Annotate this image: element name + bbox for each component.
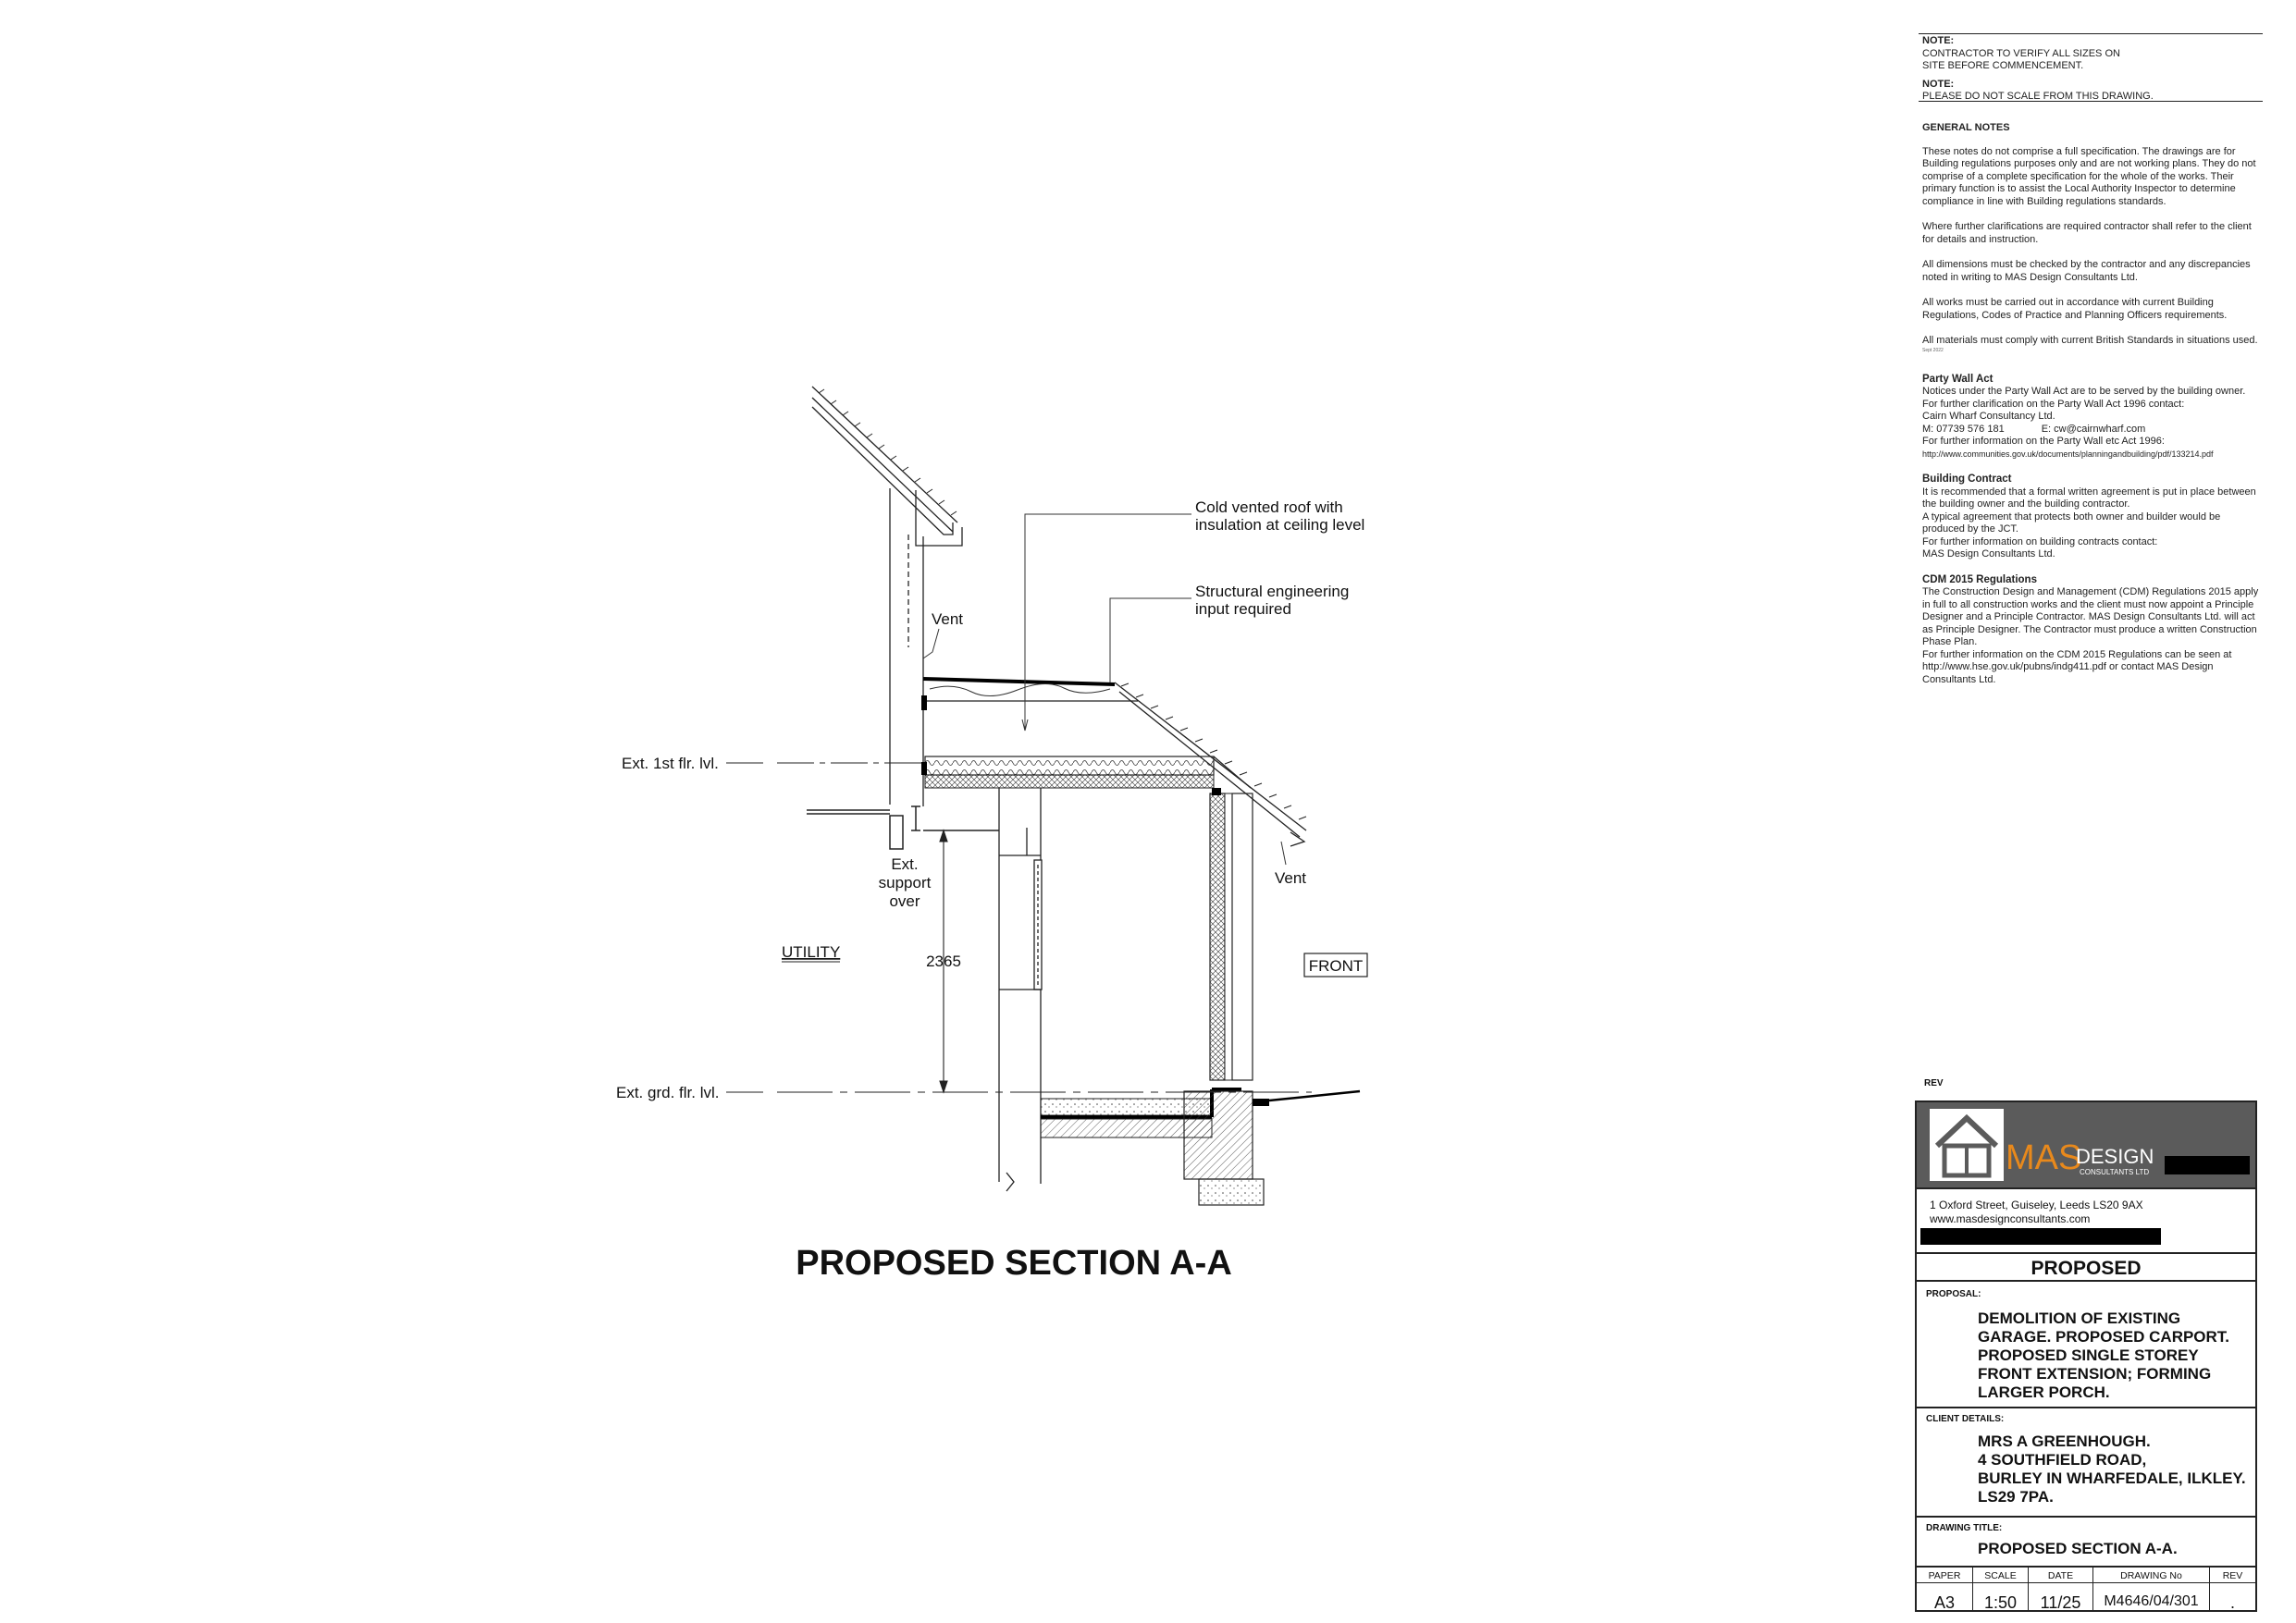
ceiling-insulation xyxy=(921,756,1251,788)
party-p2: For further clarification on the Party Wall Act 1996 contact: xyxy=(1922,398,2185,410)
label-utility: UTILITY xyxy=(782,943,841,961)
label-vent-right: Vent xyxy=(1275,869,1307,887)
drawing-no-head: DRAWING No xyxy=(2120,1570,2182,1581)
proposal-text xyxy=(1978,1309,2229,1402)
logo-mas xyxy=(2006,1139,2081,1176)
scale-value: 1:50 xyxy=(1983,1593,2018,1612)
note2-head: NOTE: xyxy=(1922,78,1955,90)
logo-banner xyxy=(1917,1102,2255,1187)
party-mobile: M: 07739 576 181 xyxy=(1922,423,2005,435)
extension-flat-roof xyxy=(921,679,1138,710)
proposal-row xyxy=(1917,1280,2255,1408)
party-email[interactable]: E: cw@cairnwharf.com xyxy=(2041,423,2146,435)
date-cell xyxy=(2028,1568,2092,1612)
client-line-3: BURLEY IN WHARFEDALE, ILKLEY. xyxy=(1978,1469,2246,1487)
proposal-line-5: LARGER PORCH. xyxy=(1978,1383,2110,1401)
note1-line1: CONTRACTOR TO VERIFY ALL SIZES ON xyxy=(1922,47,2120,59)
party-p4: For further information on the Party Wall etc Act 1996: xyxy=(1922,436,2165,447)
logo-sub: CONSULTANTS LTD xyxy=(2080,1168,2150,1176)
client-row xyxy=(1917,1407,2255,1518)
label-support-1: Ext. xyxy=(891,855,919,873)
label-struct-2: input required xyxy=(1195,600,1291,618)
drawing-title-label: DRAWING TITLE: xyxy=(1926,1523,2003,1533)
rev-value: . xyxy=(2229,1593,2235,1612)
proposal-line-3: PROPOSED SINGLE STOREY xyxy=(1978,1346,2199,1364)
party-contact xyxy=(1922,424,2265,436)
party-wall-head: Party Wall Act xyxy=(1922,373,1994,385)
contract-p2: A typical agreement that protects both owner and builder would be produced by the JCT. xyxy=(1922,510,2221,535)
general-notes-title: GENERAL NOTES xyxy=(1922,122,2010,133)
drawing-no-cell xyxy=(2092,1568,2209,1612)
party-p3: Cairn Wharf Consultancy Ltd. xyxy=(1922,411,2055,422)
label-struct: Structural engineering xyxy=(1195,583,1350,600)
proposal-label: PROPOSAL: xyxy=(1926,1289,1981,1299)
redacted-block-1 xyxy=(2165,1156,2250,1174)
address-row xyxy=(1917,1187,2255,1254)
notes-rule xyxy=(1919,101,2263,102)
building-contract-head: Building Contract xyxy=(1922,473,2012,485)
rev-cell xyxy=(2209,1568,2255,1612)
proposal-line-4: FRONT EXTENSION; FORMING xyxy=(1978,1365,2212,1383)
label-ext-1st-floor: Ext. 1st flr. lvl. xyxy=(622,755,719,772)
rev-head: REV xyxy=(2222,1570,2243,1581)
logo-mas-text: MAS xyxy=(2006,1138,2082,1177)
client-text xyxy=(1978,1432,2246,1506)
redacted-block-2 xyxy=(1920,1228,2161,1245)
top-rule xyxy=(1919,33,2263,34)
paper-cell xyxy=(1917,1568,1972,1612)
rev-label: REV xyxy=(1924,1078,1944,1088)
notes-header xyxy=(1922,35,2265,104)
scale-cell xyxy=(1972,1568,2028,1612)
general-p4: All works must be carried out in accordance with current Building Regulations, Codes of Practice and Planning Officers requirements. xyxy=(1922,297,2228,321)
general-notes xyxy=(1922,122,2265,686)
house-logo-icon xyxy=(1930,1109,2004,1181)
title-block xyxy=(1915,1100,2257,1612)
label-support-2: support xyxy=(878,874,932,891)
client-line-1: MRS A GREENHOUGH. xyxy=(1978,1432,2151,1450)
contract-p1: It is recommended that a formal written agreement is put in place between the building owner and the building contractor. xyxy=(1922,486,2256,510)
contract-p4: MAS Design Consultants Ltd. xyxy=(1922,548,2055,559)
info-row-divider xyxy=(1917,1582,2255,1583)
drawing-title-value: PROPOSED SECTION A-A. xyxy=(1978,1540,2178,1557)
dimension-value: 2365 xyxy=(926,953,961,970)
proposal-line-2: GARAGE. PROPOSED CARPORT. xyxy=(1978,1328,2230,1346)
general-p2: Where further clarifications are required contractor shall refer to the client for details and instruction. xyxy=(1922,221,2252,245)
paper-head: PAPER xyxy=(1928,1570,1961,1581)
contract-p3: For further information on building contracts contact: xyxy=(1922,535,2158,547)
proposal-line-1: DEMOLITION OF EXISTING xyxy=(1978,1309,2181,1327)
scale-head: SCALE xyxy=(1984,1570,2017,1581)
date-head: DATE xyxy=(2047,1570,2074,1581)
existing-roof xyxy=(812,387,962,546)
note1-head: NOTE: xyxy=(1922,35,1955,46)
general-small: Sept 2022 xyxy=(1922,347,1944,353)
party-p1: Notices under the Party Wall Act are to be served by the building owner. xyxy=(1922,386,2246,397)
external-wall xyxy=(1210,788,1253,1080)
drawing-no-value: M4646/04/301 xyxy=(2104,1593,2199,1609)
inner-wall xyxy=(999,788,1042,1191)
label-front: FRONT xyxy=(1308,957,1364,975)
general-p3: All dimensions must be checked by the contractor and any discrepancies noted in writing to MAS Design Consultants Ltd. xyxy=(1922,259,2251,283)
label-support-3: over xyxy=(889,892,920,910)
label-ext-ground-floor: Ext. grd. flr. lvl. xyxy=(616,1084,720,1101)
general-p1: These notes do not comprise a full specification. The drawings are for Building regulations purposes only and are not working plans. They do not comprise of a complete specification for the whole of the works. Their primary function is to assist the Local Authority Inspector to determine compliance in line with Building regulations standards. xyxy=(1922,145,2256,207)
cdm-p1: The Construction Design and Management (CDM) Regulations 2015 apply in full to all construction works and the client must now appoint a Principle Designer and a Principle Contractor. MAS Design Consultants Ltd. will act as Principle Designer. The Contractor must produce a written Construction Phase Plan. xyxy=(1922,586,2259,647)
label-roof: Cold vented roof with xyxy=(1195,498,1343,516)
client-line-4: LS29 7PA. xyxy=(1978,1488,2054,1506)
existing-wall xyxy=(890,488,923,806)
cdm-p2: For further information on the CDM 2015 Regulations can be seen at http://www.hse.gov.uk/pubns/indg411.pdf or contact MAS Design Consultants Ltd. xyxy=(1922,648,2232,685)
client-line-2: 4 SOUTHFIELD ROAD, xyxy=(1978,1451,2147,1469)
steel-support xyxy=(807,806,999,849)
floor-slab xyxy=(1041,1089,1360,1205)
status-text: PROPOSED xyxy=(2031,1258,2142,1279)
cdm-head: CDM 2015 Regulations xyxy=(1922,573,2037,585)
party-url[interactable]: http://www.communities.gov.uk/documents/planningandbuilding/pdf/133214.pdf xyxy=(1922,449,2214,459)
general-p5: All materials must comply with current British Standards in situations used. xyxy=(1922,335,2258,346)
drawing-title-row xyxy=(1917,1516,2255,1568)
note1-line2: SITE BEFORE COMMENCEMENT. xyxy=(1922,60,2084,71)
logo-design: DESIGN xyxy=(2076,1145,2154,1168)
address: 1 Oxford Street, Guiseley, Leeds LS20 9AX xyxy=(1930,1199,2143,1211)
website[interactable]: www.masdesignconsultants.com xyxy=(1930,1212,2091,1225)
label-roof-2: insulation at ceiling level xyxy=(1195,516,1365,534)
client-label: CLIENT DETAILS: xyxy=(1926,1414,2005,1424)
paper-value: A3 xyxy=(1933,1593,1956,1612)
date-value: 11/25 xyxy=(2040,1593,2081,1612)
drawing-title: PROPOSED SECTION A-A xyxy=(796,1244,1232,1283)
note2-line1: PLEASE DO NOT SCALE FROM THIS DRAWING. xyxy=(1922,91,2154,102)
info-row xyxy=(1917,1566,2255,1612)
status-row xyxy=(1917,1252,2255,1282)
label-vent-top: Vent xyxy=(932,610,964,628)
